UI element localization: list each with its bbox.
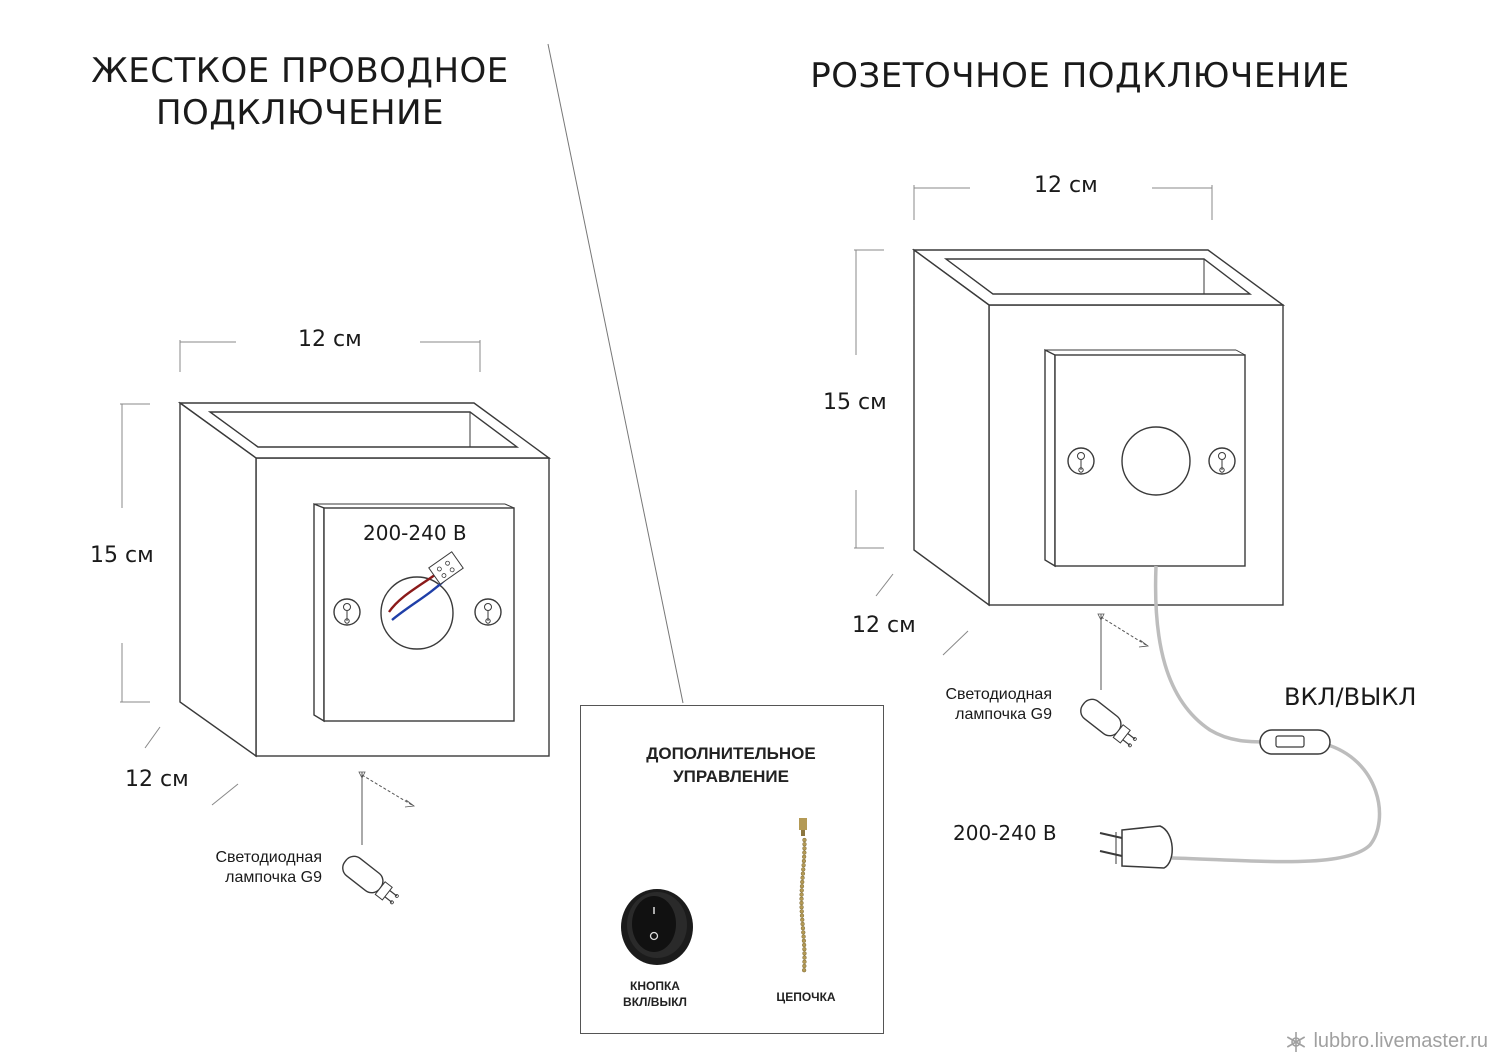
chain-bead [800,884,804,888]
panel-title-line1: ДОПОЛНИТЕЛЬНОЕ [646,744,816,763]
chain-bead [803,847,807,851]
left-led-bulb [339,852,403,908]
rocker-switch-label-line1: КНОПКА [630,979,680,993]
pull-chain-icon [788,816,818,976]
additional-control-panel [580,705,884,1034]
watermark-text: lubbro.livemaster.ru [1313,1030,1488,1052]
chain-bead [802,947,806,951]
rocker-switch-icon [617,882,697,968]
right-width-label: 12 см [1034,173,1098,198]
right-bulb-label-line2: лампочка G9 [955,706,1052,723]
chain-bead [802,863,806,867]
chain-bead [802,968,806,972]
left-cube [120,340,549,909]
chain-bead [803,952,807,956]
divider-line [548,44,683,703]
chain-bead [802,964,806,968]
chain-bead [800,905,804,909]
left-width-label: 12 см [298,327,362,352]
panel-title-line2: УПРАВЛЕНИЕ [673,767,789,786]
right-cable-hole [1122,427,1190,495]
left-voltage-label: 200-240 В [363,521,467,545]
chain-bead [803,956,807,960]
chain-bead [801,922,805,926]
right-mount-plate-side [1045,350,1055,566]
right-keyhole-right [1209,448,1235,474]
right-led-bulb [1077,695,1141,751]
chain-bead [802,851,806,855]
pull-chain-label: ЦЕПОЧКА [776,990,836,1004]
power-cord-lower [1172,744,1380,862]
right-bulb-label [910,685,1052,725]
left-bulb-leader [359,772,414,845]
right-voltage-label: 200-240 В [953,821,1057,845]
right-bulb-label-line1: Светодиодная [945,686,1052,703]
chain-bead [801,872,805,876]
right-height-label: 15 см [823,390,887,415]
left-cube-opening [210,412,517,447]
switch-label: ВКЛ/ВЫКЛ [1284,683,1417,711]
panel-title [581,742,881,788]
left-depth-label: 12 см [125,767,189,792]
rocker-switch-label-line2: ВКЛ/ВЫКЛ [623,995,687,1009]
chain-bead [800,910,804,914]
chain-bead [803,838,807,842]
chain-bead [801,868,805,872]
left-title-line2: ПОДКЛЮЧЕНИЕ [155,93,445,133]
chain-bead [802,855,806,859]
chain-bead [800,889,804,893]
left-bulb-label-line1: Светодиодная [215,849,322,866]
left-bulb-label-line2: лампочка G9 [225,869,322,886]
chain-bead [801,876,805,880]
chain-bead [800,897,804,901]
watermark [1285,1030,1488,1053]
right-cube [854,185,1380,868]
chain-bead [802,943,806,947]
chain-bead [802,859,806,863]
power-plug [1100,826,1172,868]
chain-bead [802,939,806,943]
inline-switch [1260,730,1330,754]
snowflake-logo-icon [1285,1031,1307,1053]
right-bulb-leader [1098,614,1148,690]
left-keyhole-left [334,599,360,625]
rocker-switch-label [615,978,695,1010]
right-cube-side [914,250,989,605]
left-height-label: 15 см [90,543,154,568]
left-title-line1: ЖЕСТКОЕ ПРОВОДНОЕ [91,51,509,91]
right-depth-label: 12 см [852,613,916,638]
chain-bead [803,960,807,964]
left-keyhole-right [475,599,501,625]
left-bulb-label [180,848,322,888]
chain-bead [800,893,804,897]
chain-bead [800,914,804,918]
chain-bead [800,918,804,922]
chain-bead [800,901,804,905]
chain-bead [800,880,804,884]
left-cube-side [180,403,256,756]
chain-bead [803,842,807,846]
chain-bead [802,935,806,939]
left-mount-plate-side [314,504,324,721]
right-title: РОЗЕТОЧНОЕ ПОДКЛЮЧЕНИЕ [810,56,1350,96]
right-keyhole-left [1068,448,1094,474]
chain-bead [801,926,805,930]
chain-bead [801,931,805,935]
